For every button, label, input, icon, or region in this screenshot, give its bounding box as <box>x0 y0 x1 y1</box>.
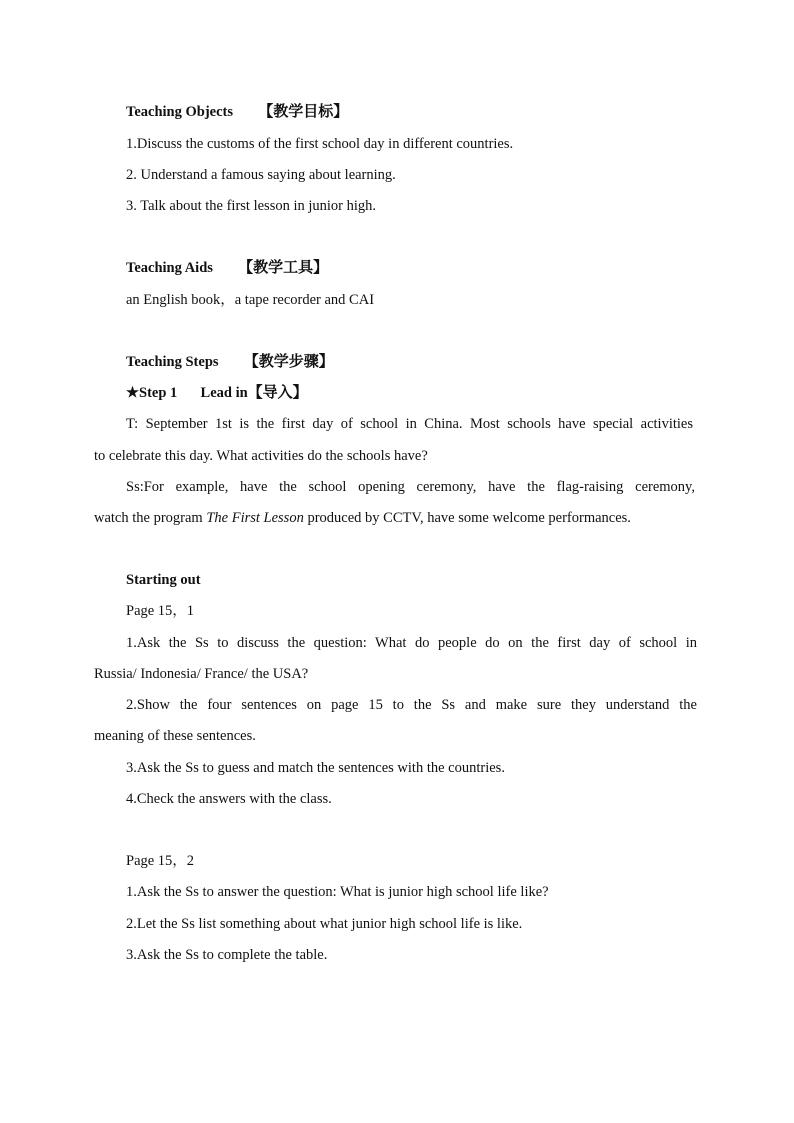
step1-label: ★Step 1 <box>126 385 178 401</box>
starting-out-title: Starting out <box>126 572 201 588</box>
p1-item-4: 4.Check the answers with the class. <box>126 791 332 807</box>
teacher-line-1: T: September 1st is the first day of school in China. Most schools have special activities <box>126 416 693 432</box>
objects-title-cn: 【教学目标】 <box>258 102 349 120</box>
aids-title: Teaching Aids <box>126 260 213 276</box>
students-line-2 <box>94 508 631 528</box>
aids-text: an English book，a tape recorder and CAI <box>126 292 375 308</box>
steps-title-cn: 【教学步骤】 <box>243 352 334 370</box>
step1-title-cn: 【导入】 <box>247 383 308 401</box>
p2-item-1: 1.Ask the Ss to answer the question: What is junior high school life like? <box>126 884 549 900</box>
step1-title: Lead in <box>200 385 248 401</box>
step1-heading <box>126 382 308 403</box>
objects-item-3: 3. Talk about the first lesson in junior high. <box>126 198 377 214</box>
page-15-2-label: Page 15，2 <box>126 853 195 869</box>
p1-item-2-line-1: 2.Show the four sentences on page 15 to the Ss and make sure they understand the <box>126 697 697 713</box>
aids-title-cn: 【教学工具】 <box>238 258 329 276</box>
aids-heading <box>126 257 328 278</box>
p1-item-3: 3.Ask the Ss to guess and match the sentences with the countries. <box>126 760 505 776</box>
students-line-2-end: produced by CCTV, have some welcome performances. <box>303 510 631 526</box>
teacher-line-2: to celebrate this day. What activities do the schools have? <box>94 448 428 464</box>
p1-item-1-line-2: Russia/ Indonesia/ France/ the USA? <box>94 666 309 682</box>
p2-item-3: 3.Ask the Ss to complete the table. <box>126 947 328 963</box>
students-line-1: Ss:For example, have the school opening ceremony, have the flag-raising ceremony, <box>126 479 695 495</box>
program-title: The First Lesson <box>206 510 304 526</box>
students-line-2-start: watch the program <box>94 510 207 526</box>
p1-item-1-line-1: 1.Ask the Ss to discuss the question: What do people do on the first day of school in <box>126 635 697 651</box>
page-15-1-label: Page 15，1 <box>126 603 195 619</box>
steps-heading <box>126 351 334 372</box>
steps-title: Teaching Steps <box>126 354 219 370</box>
objects-item-1: 1.Discuss the customs of the first school day in different countries. <box>126 136 514 152</box>
p1-item-2-line-2: meaning of these sentences. <box>94 728 256 744</box>
objects-item-2: 2. Understand a famous saying about learning. <box>126 167 396 183</box>
objects-heading <box>126 101 348 122</box>
p2-item-2: 2.Let the Ss list something about what junior high school life is like. <box>126 916 523 932</box>
objects-title: Teaching Objects <box>126 104 234 120</box>
